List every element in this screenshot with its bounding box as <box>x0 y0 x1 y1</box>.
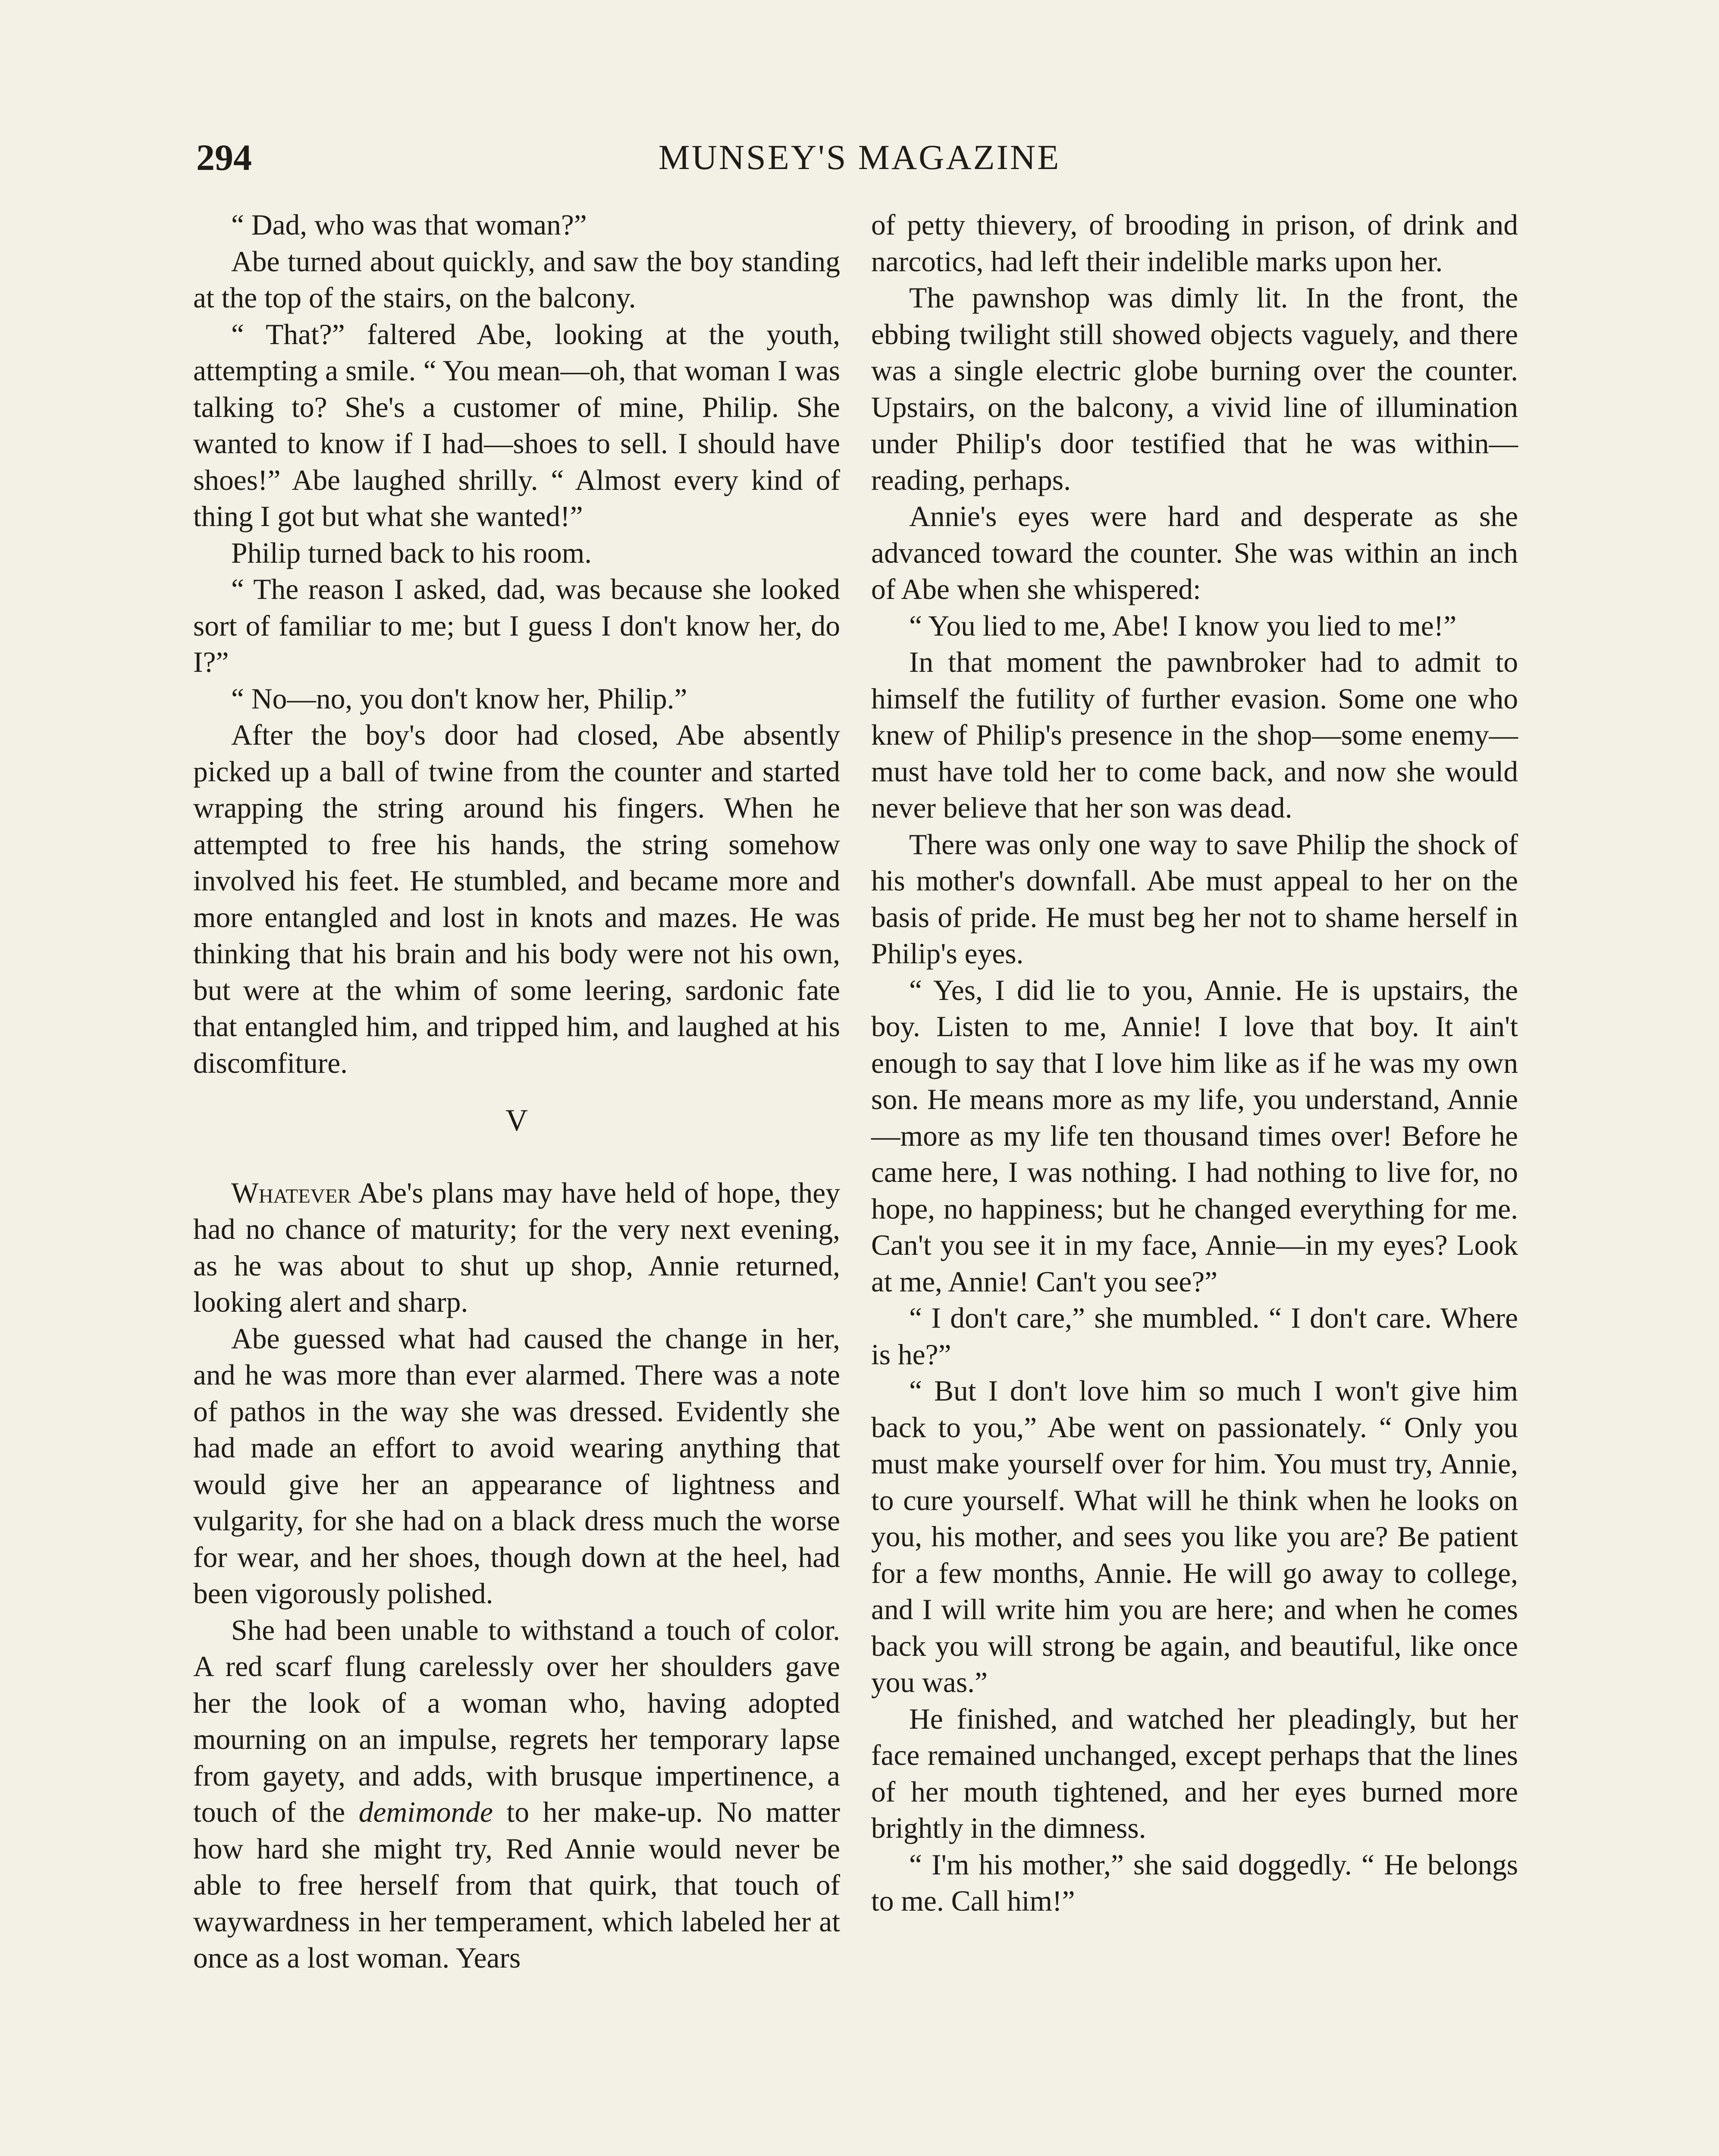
paragraph: “ But I don't love him so much I won't give him back to you,” Abe went on passionately. “ Only you must make yourself over for him. You must try, Annie, to cure yourself. What will he think when he looks on you, his mother, and sees you like you are? Be patient for a few months, Annie. He will go away to college, and I will write him you are here; and when he comes back you will strong be again, and beautiful, like once you was.” <box>871 1375 1518 1698</box>
paragraph: “ I'm his mother,” she said doggedly. “ He belongs to me. Call him!” <box>871 1848 1518 1917</box>
page-number: 294 <box>196 137 252 178</box>
paragraph: “ No—no, you don't know her, Philip.” <box>231 682 687 715</box>
paragraph: “ I don't care,” she mumbled. “ I don't care. Where is he?” <box>871 1302 1518 1371</box>
italic-term: demimonde <box>358 1796 493 1828</box>
right-column <box>871 207 1518 1920</box>
paragraph-text: to her make-up. No matter how hard she might try, Red Annie would never be able to free herself from that quirk, that touch of waywardness in her temperament, which labeled her at once as a lost woman. Years <box>193 1796 841 1974</box>
paragraph: There was only one way to save Philip the shock of his mother's downfall. Abe must appeal to her on the basis of pride. He must beg her not to shame herself in Philip's eyes. <box>871 828 1518 970</box>
running-head: MUNSEY'S MAGAZINE <box>658 138 1061 177</box>
paragraph: “ The reason I asked, dad, was because she looked sort of familiar to me; but I guess I don't know her, do I?” <box>193 573 840 678</box>
paragraph: Abe turned about quickly, and saw the boy standing at the top of the stairs, on the balcony. <box>193 245 840 314</box>
paragraph: He finished, and watched her pleadingly, but her face remained unchanged, except perhaps that the lines of her mouth tightened, and her eyes burned more brightly in the dimness. <box>871 1702 1518 1844</box>
left-column <box>193 207 840 1977</box>
page-header <box>196 134 1523 181</box>
section-lead-word: Whatever <box>231 1176 351 1209</box>
paragraph <box>193 1175 840 1321</box>
paragraph: After the boy's door had closed, Abe absently picked up a ball of twine from the counter and started wrapping the string around his fingers. When he attempted to free his hands, the string somehow involved his feet. He stumbled, and became more and more entangled and lost in knots and mazes. He was thinking that his brain and his body were not his own, but were at the whim of some leering, sardonic fate that entangled him, and tripped him, and laughed at his discomfiture. <box>193 719 840 1079</box>
paragraph: “ That?” faltered Abe, looking at the youth, attempting a smile. “ You mean—oh, that woman I was talking to? She's a customer of mine, Philip. She wanted to know if I had—shoes to sell. I should have shoes!” Abe laughed shrilly. “ Almost every kind of thing I got but what she wanted!” <box>193 318 840 533</box>
paragraph: The pawnshop was dimly lit. In the front, the ebbing twilight still showed objects vaguely, and there was a single electric globe burning over the counter. Upstairs, on the balcony, a vivid line of illumination under Philip's door testified that he was within—reading, perhaps. <box>871 282 1518 496</box>
paragraph <box>193 1612 840 1977</box>
paragraph: “ Dad, who was that woman?” <box>231 209 587 241</box>
paragraph-text: She had been unable to withstand a touch of color. A red scarf flung carelessly over her shoulders gave her the look of a woman who, having adopted mourning on an impulse, regrets her temporary lapse from gayety, and adds, with brusque impertinence, a touch of the <box>193 1614 840 1828</box>
paragraph: In that moment the pawnbroker had to admit to himself the futility of further evasion. Some one who knew of Philip's presence in the shop—some enemy—must have told her to come back, and now she would never believe that her son was dead. <box>871 646 1518 824</box>
section-heading: V <box>505 1103 528 1138</box>
paragraph: Abe guessed what had caused the change in her, and he was more than ever alarmed. There was a note of pathos in the way she was dressed. Evidently she had made an effort to avoid wearing anything that would give her an appearance of lightness and vulgarity, for she had on a black dress much the worse for wear, and her shoes, though down at the heel, had been vigorously polished. <box>193 1322 840 1610</box>
paragraph: “ You lied to me, Abe! I know you lied to me!” <box>909 609 1457 642</box>
paragraph-text: Abe's plans may have held of hope, they had no chance of maturity; for the very next evening, as he was about to shut up shop, Annie returned, looking alert and sharp. <box>193 1176 840 1318</box>
paragraph-continued: of petty thievery, of brooding in prison, of drink and narcotics, had left their indelible marks upon her. <box>871 209 1518 278</box>
paragraph: Philip turned back to his room. <box>231 536 592 569</box>
paragraph: “ Yes, I did lie to you, Annie. He is upstairs, the boy. Listen to me, Annie! I love that boy. It ain't enough to say that I love him like as if he was my own son. He means more as my life, you understand, Annie—more as my life ten thousand times over! Before he came here, I was nothing. I had nothing to live for, no hope, no happiness; but he changed everything for me. Can't you see it in my face, Annie—in my eyes? Look at me, Annie! Can't you see?” <box>871 974 1518 1298</box>
paragraph: Annie's eyes were hard and desperate as she advanced toward the counter. She was within an inch of Abe when she whispered: <box>871 500 1518 605</box>
